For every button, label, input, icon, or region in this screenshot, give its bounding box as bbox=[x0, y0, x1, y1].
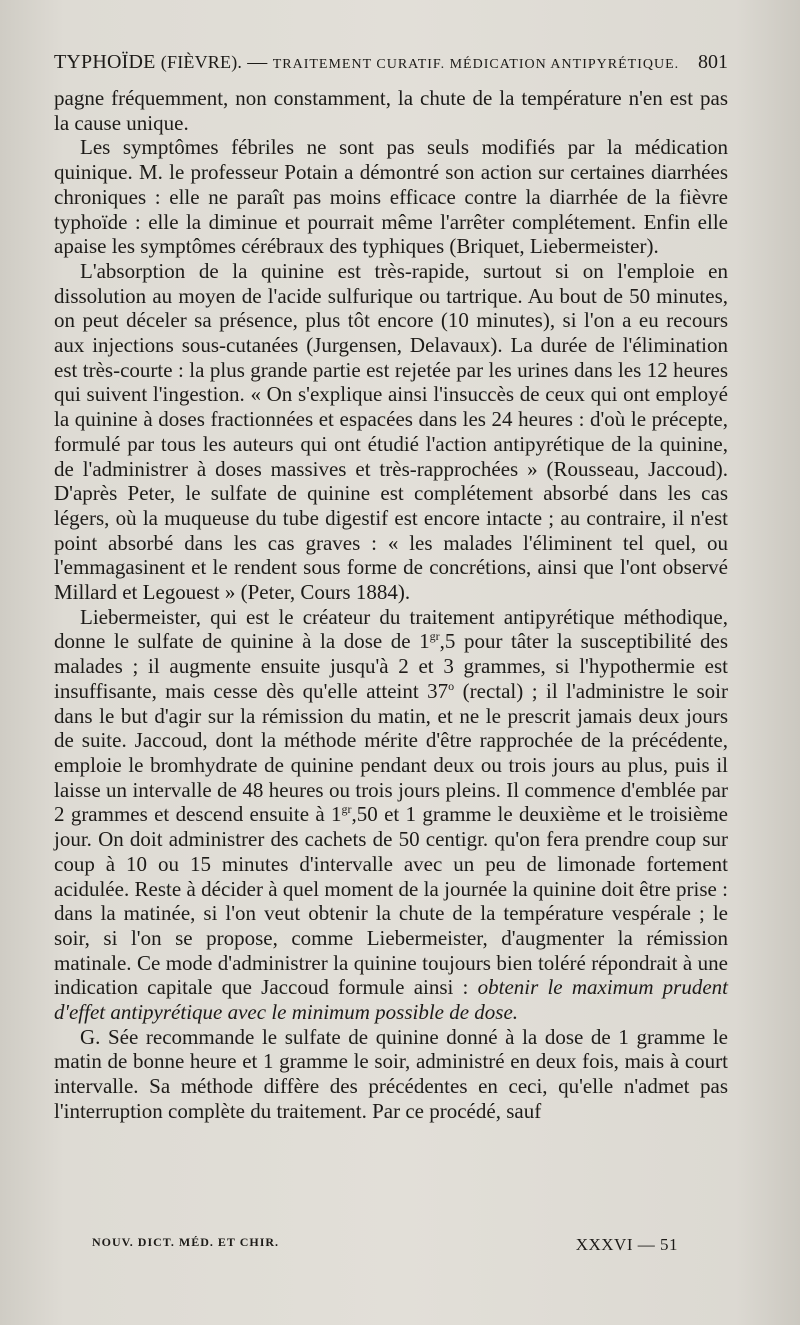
paragraph-2: Les symptômes fébriles ne sont pas seuls modifiés par la médication quinique. M. le professeur Potain a démontré son action sur certaines diarrhées chroniques : elle ne paraît pas moins efficace contre la diarrhée de la fièvre typhoïde : elle la diminue et pourrait même l'arrêter complétement. Enfin elle apaise les symptômes cérébraux des typhiques (Briquet, Liebermeister). bbox=[54, 135, 728, 259]
sheet-number: XXXVI — 51 bbox=[575, 1235, 678, 1254]
gram-superscript: gr bbox=[429, 629, 440, 644]
paragraph-1: pagne fréquemment, non constamment, la chute de la température n'en est pas la cause unique. bbox=[54, 86, 728, 135]
degree-superscript: o bbox=[448, 678, 455, 693]
paragraph-4-part-2: ,5 pour tâter la susceptibilité des malades ; il augmente ensuite jusqu'à 2 et 3 grammes, si l'hypothermie est insuffisante, mais cesse dès qu'elle atteint 37 bbox=[54, 629, 728, 703]
paragraph-4 bbox=[54, 605, 728, 1025]
running-header bbox=[54, 38, 728, 86]
jaccoud-formula: obtenir le maximum prudent d'effet antipyrétique avec le minimum possible de dose. bbox=[54, 975, 729, 1025]
paragraph-4-part-1: Liebermeister, qui est le créateur du traitement antipyrétique méthodique, donne le sulfate de quinine à la dose de 1 bbox=[54, 604, 728, 654]
signature-mark: NOUV. DICT. MÉD. ET CHIR. bbox=[92, 1235, 280, 1249]
page-footer bbox=[92, 1235, 678, 1255]
body-text bbox=[54, 86, 728, 1124]
header-title: TYPHOÏDE bbox=[54, 51, 156, 73]
paragraph-5: G. Sée recommande le sulfate de quinine donné à la dose de 1 gramme le matin de bonne heure et 1 gramme le soir, administré en deux fois, mais à court intervalle. Sa méthode diffère des précédentes en ceci, qu'elle n'admet pas l'interruption complète du traitement. Par ce procédé, sauf bbox=[54, 1024, 728, 1123]
paragraph-3: L'absorption de la quinine est très-rapide, surtout si on l'emploie en dissolution au moyen de l'acide sulfurique ou tartrique. Au bout de 50 minutes, on peut déceler sa présence, plus tôt encore (10 minutes), si l'on a eu recours aux injections sous-cutanées (Jurgensen, Delavaux). La durée de l'élimination est très-courte : la plus grande partie est rejetée par les urines dans les 12 heures qui suivent l'ingestion. « On s'explique ainsi l'insuccès de ceux qui ont employé la quinine à doses fractionnées et espacées dans les 24 heures : d'où le précepte, formulé par tous les auteurs qui ont étudié l'action antipyrétique de la quinine, de l'administrer à doses massives et très-rapprochées » (Rousseau, Jaccoud). D'après Peter, le sulfate de quinine est complétement absorbé dans les cas légers, où la muqueuse du tube digestif est encore intacte ; au contraire, il n'est point absorbé dans les cas graves : « les malades l'éliminent tel quel, ou l'emmagasinent et le rendent sous forme de concrétions, ainsi que l'ont observé Millard et Legouest » (Peter, Cours 1884). bbox=[54, 258, 728, 605]
paragraph-4-part-4: ,50 et 1 gramme le deuxième et le troisième jour. On doit administrer des cachets de 50 centigr. qu'on fera prendre coup sur coup à 10 ou 15 minutes d'intervalle avec un peu de limonade fortement acidulée. Reste à décider à quel moment de la journée la quinine doit être prise : dans la matinée, si l'on veut obtenir la chute de la température vespérale ; le soir, si l'on se propose, comme Liebermeister, d'augmenter la rémission matinale. Ce mode d'administrer la quinine toujours bien toléré répondrait à une indication capitale que Jaccoud formule ainsi : bbox=[54, 802, 729, 1000]
header-left bbox=[54, 38, 679, 89]
page-number: 801 bbox=[698, 51, 728, 73]
gram-superscript: gr bbox=[341, 802, 352, 817]
header-running-title: TRAITEMENT CURATIF. MÉDICATION ANTIPYRÉTIQUE. bbox=[272, 57, 680, 72]
paragraph-4-part-3: (rectal) ; il l'administre le soir dans le but d'agir sur la rémission du matin, et ne le prescrit jamais deux jours de suite. Jaccoud, dont la méthode mérite d'être rapprochée de la précédente, emploie le bromhydrate de quinine pendant deux ou trois jours au plus, puis il laisse un intervalle de 48 heures ou trois jours pleins. Il commence d'emblée par 2 grammes et descend ensuite à 1 bbox=[54, 678, 728, 827]
header-dash: — bbox=[247, 51, 268, 73]
header-qualifier: (FIÈVRE). bbox=[160, 52, 243, 72]
